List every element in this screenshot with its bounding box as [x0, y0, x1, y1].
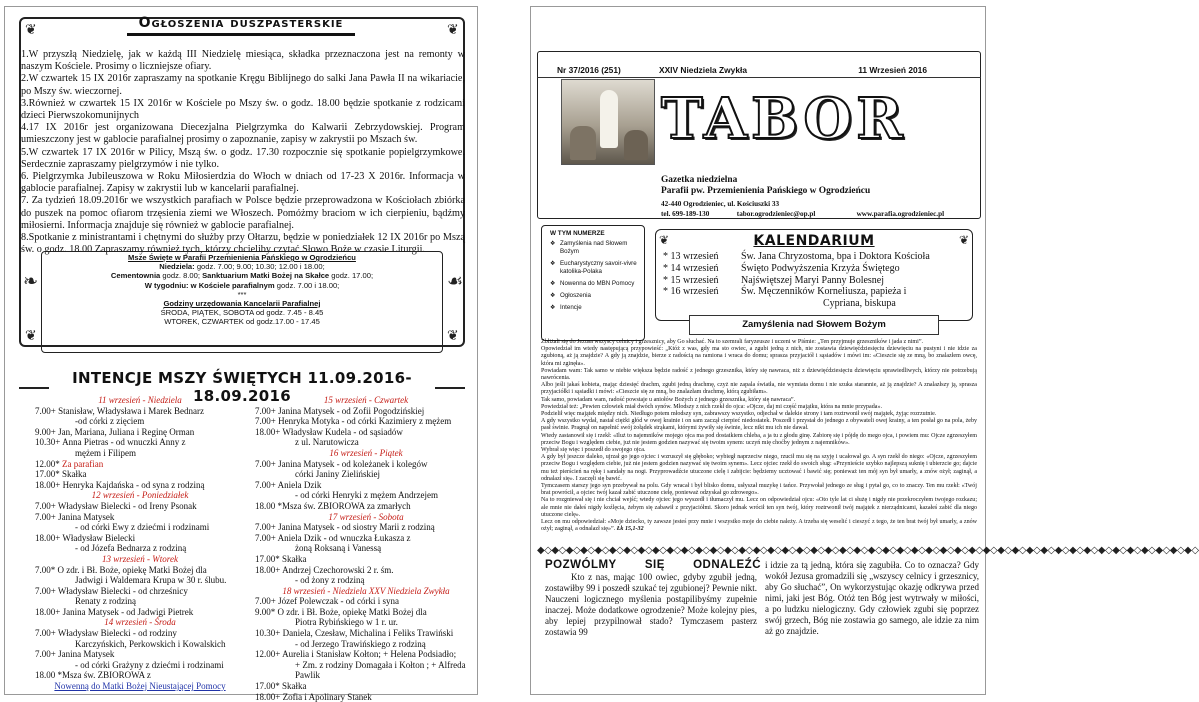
masthead-divider	[537, 77, 981, 78]
intention-day-heading: 13 wrzesień - Wtorek	[102, 553, 178, 564]
article-title-word: POZWÓLMY	[545, 559, 617, 571]
intention-line: 7.00+ Władysław Bielecki - od rodziny	[35, 628, 177, 639]
gospel-paragraph: A gdy wszystko wydał, nastał ciężki głód w owej krainie i on sam zaczął cierpieć niedostatek. Poszedł i przystał do jednego z obywateli owej krainy, a ten posłał go na pola, żeby pasł świnie. Pragnął on napełnić swój żołądek strąkami, którymi żywiły się świnie, lecz nikt mu ich nie dawał.	[541, 418, 977, 432]
masthead-subtitle-2: Parafii pw. Przemienienia Pańskiego w Ogrodzieńcu	[661, 186, 871, 196]
figure-shape	[600, 90, 618, 148]
article-title-word: SIĘ	[644, 559, 665, 571]
calendar-date: * 15 wrzesień	[663, 274, 719, 286]
intention-line: - od Józefa Bednarza z rodziną	[75, 543, 187, 554]
intention-line: 10.30+ Anna Pietras - od wnuczki Anny z	[35, 437, 186, 448]
corner-flourish-icon: ❦	[659, 233, 670, 247]
announcement-item: 7. Za tydzień 18.09.2016r we wszystkich parafiach w Polsce będzie przeprowadzona w Kościołach zbiórka do puszek na pomoc ofiarom trzęsienia ziemi we Włoszech. Pomóżmy braciom w ich cierpieniu, bądźmy miłosierni. Informacja znajduje się również w gablocie parafialnej.	[21, 195, 465, 231]
article-column-2: i idzie za tą jedną, która się zagubiła. Co to oznacza? Gdy wokół Jezusa gromadzili się „wszyscy celnicy i grzesznicy, aby Go słuchać”, On wykorzystując okazję odkrywa przed nimi, jaki jest Bóg. Otóż ten Bóg jest wytrwały w miłości, a po ludzku nielogiczny. Gdy człowiek zgubi się poprzez swój grzech, Bóg nie zostawia go samego, ale idzie za nim aż go znajdzie.	[765, 560, 979, 636]
gospel-paragraph: Powiadam wam: Tak samo w niebie większa będzie radość z jednego grzesznika, który się nawraca, niż z dziewięćdziesięciu dziewięciu sprawiedliwych, którzy nie potrzebują nawrócenia.	[541, 367, 977, 382]
intention-line: 17.00* Skałka	[255, 681, 307, 692]
intention-line: 7.00+ Janina Matysek	[35, 649, 115, 660]
intention-line: - od córki Ewy z dziećmi i rodzinami	[75, 522, 210, 533]
gospel-paragraph: Zbliżali się do Jezusa wszyscy celnicy i grzesznicy, aby Go słuchać. Na to szemrali faryzeusze i uczeni w Piśmie: „Ten przyjmuje grzeszników i jada z nimi”.	[541, 339, 924, 345]
intention-line: 12.00* Za parafian	[35, 458, 104, 469]
intention-line: 18.00+ Władysław Bielecki	[35, 532, 136, 543]
scroll-flourish-icon: ❧	[23, 271, 39, 292]
intention-line: 7.00+ Janina Matysek - od siostry Marii z rodziną	[255, 522, 435, 533]
parish-website[interactable]: www.parafia.ogrodzieniec.pl	[856, 210, 945, 218]
intentions-title: INTENCJE MSZY ŚWIĘTYCH 11.09.2016-18.09.2016	[49, 369, 435, 405]
intention-line: żoną Roksaną i Vanessą	[295, 543, 382, 554]
intention-line: 18.00 *Msza św. ZBIOROWA z	[35, 670, 151, 681]
intention-line: 9.00+ Jan, Mariana, Juliana i Reginę Orman	[35, 426, 195, 437]
corner-flourish-icon: ❦	[447, 328, 459, 344]
toc-item: ❖ Eucharystyczny savoir-vivre katolika-Polaka	[550, 260, 640, 276]
office-hours-line2: WTOREK, CZWARTEK od godz.17.00 - 17.45	[164, 317, 320, 327]
corner-flourish-icon: ❦	[959, 233, 970, 247]
intention-day-heading: 17 wrzesień - Sobota	[328, 511, 404, 522]
corner-flourish-icon: ❦	[25, 328, 37, 344]
calendar-date: * 14 wrzesień	[663, 262, 719, 274]
article-column-1: Kto z nas, mając 100 owiec, gdyby zgubił jedną, zostawiłby 99 i poszedł szukać tej zgubionej? Pewnie nikt. Nauczeni logicznego myślenia postąpilibyśmy zupełnie inaczej. Może dodatkowe ogrodzenie? Może kolejny pies, aby lepiej przypilnował stado? Tymczasem pasterz zostawia 99	[545, 572, 757, 637]
gospel-paragraph: Podzielił więc majątek między nich. Niedługo potem młodszy syn, zabrawszy wszystko, odjechał w dalekie strony i tam roztrwonił swój majątek, żyjąc rozrzutnie.	[541, 411, 937, 418]
intentions-column-1	[35, 395, 245, 692]
mass-schedule-frame	[41, 251, 443, 353]
intention-line: Renaty z rodziną	[75, 596, 136, 607]
intention-line: 7.00+ Aniela Dzik - od wnuczka Łukasza z	[255, 532, 411, 543]
gospel-paragraph: Na to rozgniewał się i nie chciał wejść; wtedy ojciec jego wyszedł i tłumaczył mu. Lecz on odpowiedział ojcu: «Oto tyle lat ci służę i nigdy nie przekroczyłem twojego rozkazu; ale mnie nie dałeś nigdy koźlęcia, żebym się zabawił z przyjaciółmi. Skoro jednak wrócił ten syn twój, który roztrwonił twój majątek z nierządnicami, kazałeś zabić dla niego utuczone cielę».	[541, 497, 977, 518]
novena-link: Nowenną do Matki Bożej Nieustającej Pomocy	[54, 681, 226, 692]
intention-line: 7.00+ Józef Polewczak - od córki i syna	[255, 596, 400, 607]
toc-item: ❖ Intencje	[550, 304, 640, 312]
table-of-contents	[541, 225, 645, 341]
masthead-subtitle-1: Gazetka niedzielna	[661, 175, 738, 185]
left-page	[4, 6, 478, 702]
toc-list	[550, 240, 640, 312]
intention-line: z ul. Narutowicza	[295, 437, 359, 448]
intention-line: 17.00* Skałka	[35, 469, 87, 480]
toc-title: W TYM NUMERZE	[550, 230, 605, 237]
calendar-continuation: Cypriana, biskupa	[823, 298, 896, 310]
gospel-paragraph: Lecz on mu odpowiedział: «Moje dziecko, ty zawsze jesteś przy mnie i wszystko moje do ciebie należy. A trzeba się weselić i cieszyć z tego, że ten brat twój był umarły, a znów ożył; zaginął, a odnalazł się»”. Łk 15,1-32	[541, 519, 977, 533]
transfiguration-image	[561, 79, 655, 165]
calendar-feast: Św. Męczenników Korneliusza, papieża i	[741, 286, 907, 298]
intention-line: - od żony z rodziną	[295, 575, 365, 586]
intention-line: 7.00+ Janina Matysek	[35, 511, 115, 522]
intention-line: 18.00 *Msza św. ZBIOROWA za zmarłych	[255, 500, 411, 511]
scroll-flourish-icon: ☙	[447, 271, 464, 292]
intention-highlight: Za parafian	[62, 458, 104, 469]
announcements-list	[21, 49, 465, 256]
intention-line: Jadwigi i Waldemara Krupa w 30 r. ślubu.	[75, 575, 227, 586]
reflections-section-label: Zamyślenia nad Słowem Bożym	[689, 315, 939, 335]
intention-line: -od córki z zięciem	[75, 416, 145, 427]
article-title-word: ODNALEŹĆ	[693, 559, 761, 571]
mass-weekday-line: W tygodniu: w Kościele parafialnym godz. 7.00 i 18.00;	[144, 280, 340, 290]
calendar-feast: Najświętszej Maryi Panny Bolesnej	[741, 274, 885, 286]
intention-line	[35, 681, 245, 692]
gospel-paragraph: Tak samo, powiadam wam, radość powstaje u aniołów Bożych z jednego grzesznika, który się nawraca”.	[541, 396, 796, 403]
intention-line: Karczyńskich, Perkowskich i Kowalskich	[75, 638, 226, 649]
parish-phone: tel. 699-189-130	[661, 210, 710, 218]
calendar-feast: Św. Jana Chryzostoma, bpa i Doktora Kościoła	[741, 251, 930, 262]
announcement-item: 5.W czwartek 17 IX 2016r w Pilicy, Mszą św. o godz. 17.30 rozpocznie się spotkanie popielgrzymkowe. Serdecznie zapraszamy pielgrzymów i nie tylko.	[21, 146, 465, 170]
toc-item: ❖ Ogłoszenia	[550, 292, 640, 300]
intention-day-heading: 14 wrzesień - Środa	[104, 617, 176, 628]
intention-line: córki Janiny Zielińskiej	[295, 469, 380, 480]
gospel-paragraph: Tymczasem starszy jego syn przebywał na polu. Gdy wracał i był blisko domu, usłyszał muzykę i tańce. Przywołał jednego ze sług i pytał go, co to znaczy. Ten mu rzekł: «Twój brat powrócił, a ojciec twój kazał zabić utuczone cielę, ponieważ odzyskał go zdrowego».	[541, 483, 977, 497]
figure-shape	[624, 130, 648, 160]
intention-line: 10.30+ Daniela, Czesław, Michalina i Feliks Trawiński	[255, 628, 454, 639]
announcement-item: 1.W przyszłą Niedzielę, jak w każdą III Niedzielę miesiąca, składka przeznaczona jest na remonty w naszym Kościele. Prosimy o liczniejsze ofiary.	[21, 49, 465, 73]
intention-day-heading: 12 wrzesień - Poniedziałek	[91, 490, 189, 501]
intention-line: 7.00+ Władysław Bielecki - od Ireny Psonak	[35, 500, 197, 511]
parish-address: 42-440 Ogrodzieniec, ul. Kościuszki 33	[661, 200, 780, 208]
intention-line: 18.00+ Andrzej Czechorowski 2 r. śm.	[255, 564, 394, 575]
tabor-logo: TABOR	[661, 86, 907, 152]
calendar-date: * 16 wrzesień	[663, 286, 719, 298]
calendar-item	[663, 286, 963, 298]
intention-line: 7.00+ Henryka Motyka - od córki Kazimiery z mężem	[255, 416, 452, 427]
gospel-paragraph: A gdy był jeszcze daleko, ujrzał go jego ojciec i wzruszył się głęboko; wybiegł naprzeciw niego, rzucił mu się na szyję i ucałował go. A syn rzekł do niego: «Ojcze, zgrzeszyłem przeciw Bogu i względem ciebie, już nie jestem godzien nazywać się twoim synem». Lecz ojciec rzekł do swoich sług: «Przynieście szybko najlepszą suknię i ubierzcie go; dajcie mu też pierścień na rękę i sandały na nogi. Przyprowadźcie utuczone cielę i zabijcie: będziemy ucztować i bawić się; ponieważ ten mój syn był umarły, a znów ożył; zaginął, a odnalazł się». I zaczęli się bawić.	[541, 454, 977, 482]
intention-line: - od córki Henryki z mężem Andrzejem	[295, 490, 438, 501]
intention-line: 7.00+ Stanisław, Władysława i Marek Bednarz	[35, 405, 205, 416]
figure-shape	[570, 126, 596, 160]
title-underline	[127, 33, 355, 36]
parish-contact	[661, 210, 981, 218]
corner-flourish-icon: ❦	[25, 22, 37, 38]
calendar-title: KALENDARIUM	[753, 233, 875, 249]
intention-line: 7.00+ Janina Matysek - od koleżanek i kolegów	[255, 458, 428, 469]
intention-line: 7.00+ Aniela Dzik	[255, 479, 322, 490]
gospel-paragraph: Albo jeśli jakaś kobieta, mając dziesięć drachm, zgubi jedną drachmę, czyż nie zapala światła, nie wymiata domu i nie szuka starannie, aż ją znajdzie? A znalazłszy ją, sprasza przyjaciółki i sąsiadki i mówi: «Cieszcie się ze mną, bo znalazłam drachmę, którą zgubiłam».	[541, 382, 977, 396]
intention-line: 18.00+ Janina Matysek - od Jadwigi Pietrek	[35, 606, 194, 617]
gospel-reference: Łk 15,1-32	[616, 526, 644, 533]
gospel-text	[541, 339, 977, 533]
calendar-list	[663, 251, 963, 310]
announcements-title: Ogłoszenia duszpasterskie	[138, 15, 344, 31]
office-hours-line1: ŚRODA, PIĄTEK, SOBOTA od godz. 7.45 - 8.45	[160, 308, 324, 318]
calendar-item	[663, 275, 963, 287]
decorative-border: ◆◇◆◇◆◇◆◇◆◇◆◇◆◇◆◇◆◇◆◇◆◇◆◇◆◇◆◇◆◇◆◇◆◇◆◇◆◇◆◇◆◇◆◇◆◇◆◇◆◇◆◇◆◇◆◇◆◇◆◇◆◇◆◇◆◇◆◇◆◇◆◇◆◇◆◇◆◇◆◇◆◇◆◇◆◇◆◇◆◇◆◇	[537, 545, 1199, 556]
intention-line: 7.00* O zdr. i Bł. Boże, opiekę Matki Bożej dla	[35, 564, 207, 575]
article-title	[545, 559, 761, 571]
intention-line: 17.00* Skałka	[255, 553, 307, 564]
intention-line: - od Jerzego Trawińskiego z rodziną	[295, 638, 426, 649]
intention-line: 18.00+ Zofia i Apolinary Stanek	[255, 691, 372, 702]
announcement-item: 8.Spotkanie z ministrantami i chętnymi do służby przy Ołtarzu, będzie w poniedziałek 12 IX 2016r po Mszą św. o godz. 18.00 Zapraszamy również tych, którzy chcieliby czytać Słowo Boże w czasie Liturgii.	[21, 232, 465, 256]
toc-item: ❖ Zamyślenia nad Słowem Bożym	[550, 240, 640, 256]
calendar-item	[663, 263, 963, 275]
intention-line: 7.00+ Janina Matysek - od Zofii Pogodzińskiej	[255, 405, 425, 416]
parish-email[interactable]: tabor.ogrodzieniec@op.pl	[736, 210, 816, 218]
mass-sunday-line: Niedziela: godz. 7.00; 9.00; 10.30; 12.00 i 18.00;	[159, 262, 325, 272]
liturgical-sunday: XXIV Niedziela Zwykła	[659, 65, 747, 75]
intention-day-heading: 18 wrzesień - Niedziela XXV Niedziela Zwykła	[282, 585, 450, 596]
intention-line: 18.00+ Władysław Kudela - od sąsiadów	[255, 426, 403, 437]
intention-line: 12.00+ Aurelia i Stanisław Kołton; + Helena Podsiadło;	[255, 649, 457, 660]
announcement-item: 2.W czwartek 15 IX 2016r zapraszamy na spotkanie Kręgu Biblijnego do salki Jana Pawła II na wikariacie, po Mszy św. wieczornej.	[21, 73, 465, 97]
announcement-item: 6. Pielgrzymka Jubileuszowa w Roku Miłosierdzia do Włoch w dniach od 17-23 X 2016r. Informacja w gablocie parafialnej. Zapisy w zakrystii lub w kancelarii parafialnej.	[21, 171, 465, 195]
mass-schedule-heading: Msze Święte w Parafii Przemienienia Pańskiego w Ogrodzieńcu	[128, 253, 356, 262]
gospel-paragraph: Powiedział też: „Pewien człowiek miał dwóch synów. Młodszy z nich rzekł do ojca: «Ojcze, daj mi część majątku, która na mnie przypada».	[541, 403, 882, 410]
intention-line: 7.00+ Władysław Bielecki - od chrześnicy	[35, 585, 188, 596]
calendar-feast: Święto Podwyższenia Krzyża Świętego	[741, 262, 900, 274]
mass-cemetery-line: Cementownia godz. 8.00; Sanktuarium Matki Bożej na Skałce godz. 17.00;	[110, 271, 374, 281]
gospel-paragraph: Wtedy zastanowił się i rzekł: «Iluż to najemników mojego ojca ma pod dostatkiem chleba, a ja tu z głodu ginę. Zabiorę się i pójdę do mego ojca, i powiem mu: Ojcze zgrzeszyłem przeciw Bogu i względem ciebie, już nie jestem godzien nazywać się twoim synem: uczyń mię choćby jednym z najemników».	[541, 432, 977, 446]
calendar-item	[663, 251, 963, 263]
intention-line: Piotra Rybińskiego w 1 r. ur.	[295, 617, 398, 628]
intention-line: + Zm. z rodziny Domagała i Kołton ; + Alfreda Pawlik	[295, 659, 466, 681]
intentions-column-2	[255, 395, 477, 702]
intention-day-heading: 16 wrzesień - Piątek	[329, 447, 403, 458]
intention-line: mężem i Filipem	[75, 447, 136, 458]
issue-number: Nr 37/2016 (251)	[557, 65, 621, 75]
gospel-paragraph: Opowiedział im wtedy następującą przypowieść: „Któż z was, gdy ma sto owiec, a zgubi jedną z nich, nie zostawia dziewięćdziesięciu dziewięciu na pustyni i nie idzie za zgubioną, aż ją znajdzie? A gdy ją znajdzie, bierze z radością na ramiona i wraca do domu; sprasza przyjaciół i sąsiadów i mówi im: «Cieszcie się ze mną, bo znalazłem owcę, która mi zginęła».	[541, 346, 977, 367]
announcement-item: 3.Również w czwartek 15 IX 2016r w Kościele po Mszy św. o godz. 18.00 będzie spotkanie z rodzicami dzieci Pierwszokomunijnych	[21, 97, 465, 122]
issue-date: 11 Wrzesień 2016	[858, 65, 927, 75]
corner-flourish-icon: ❦	[447, 22, 459, 38]
intention-line: 9.00* O zdr. i Bł. Boże, opiekę Matki Bożej dla	[255, 606, 427, 617]
toc-item: ❖ Nowenna do MBN Pomocy	[550, 280, 640, 288]
calendar-date: * 13 wrzesień	[663, 251, 719, 262]
gospel-paragraph: Wybrał się więc i poszedł do swojego ojca.	[541, 447, 646, 454]
intention-day-heading: 15 wrzesień - Czwartek	[323, 395, 409, 405]
intention-line: 18.00+ Henryka Kajdańska - od syna z rodziną	[35, 479, 205, 490]
intention-day-heading: 11 wrzesień - Niedziela	[98, 395, 182, 405]
right-page	[530, 6, 1199, 695]
intention-line: - od córki Grażyny z dziećmi i rodzinami	[75, 659, 224, 670]
mass-stars: ***	[237, 289, 247, 299]
office-hours-heading: Godziny urzędowania Kancelarii Parafialnej	[163, 299, 321, 309]
announcement-item: 4.17 IX 2016r jest organizowana Diecezjalna Pielgrzymka do Kalwarii Zebrzydowskiej. Program umieszczony jest w gablocie parafialnej prosimy o zapoznanie, zapisy w zakrystii po Mszach św.	[21, 122, 465, 146]
